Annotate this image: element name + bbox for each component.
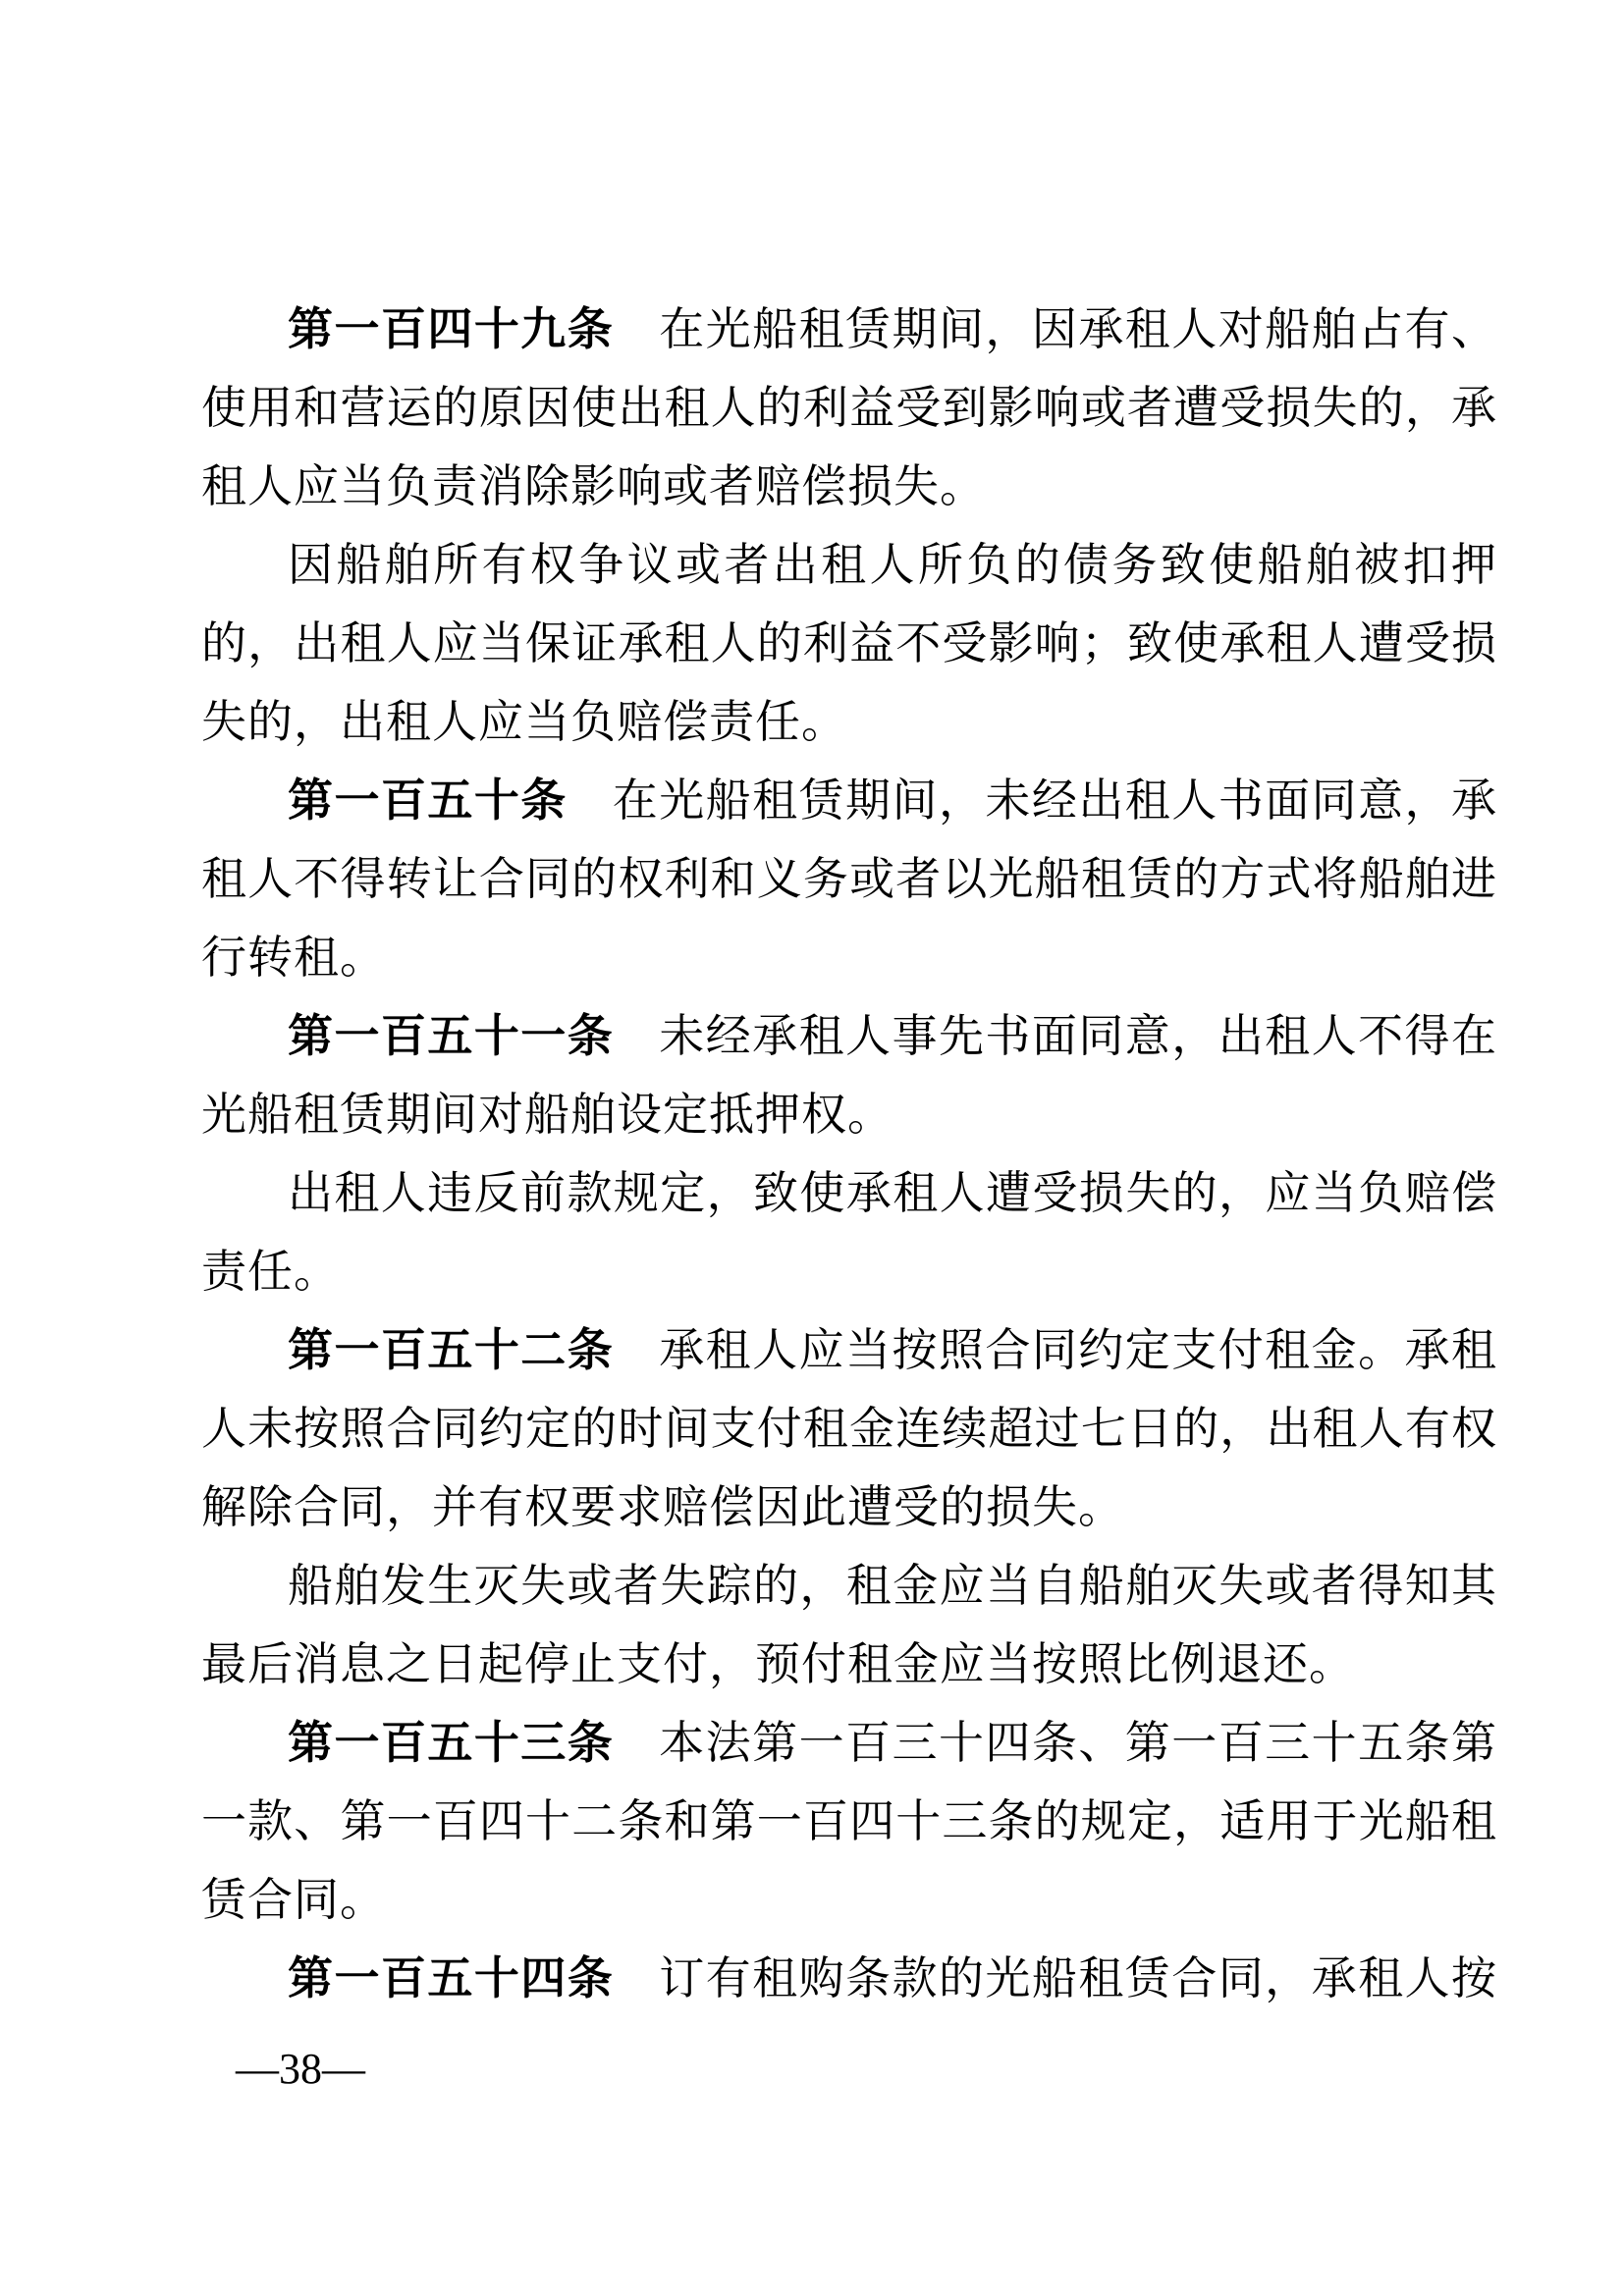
line-text: 失的，出租人应当负赔偿责任。 <box>201 697 847 747</box>
text-line-paragraph-end <box>201 1861 1497 1940</box>
text-line-paragraph-end <box>201 1626 1497 1704</box>
text-line <box>201 1783 1497 1861</box>
article-149-number: 第一百四十九条 <box>288 304 615 354</box>
line-text: 行转租。 <box>201 933 386 983</box>
line-text: 责任。 <box>201 1247 340 1297</box>
line-text: 租人不得转让合同的权利和义务或者以光船租赁的方式将船舶进 <box>201 854 1497 904</box>
text-line-article-152-start <box>201 1311 1497 1390</box>
text-line-paragraph-end <box>201 683 1497 762</box>
text-line-paragraph-end <box>201 1468 1497 1547</box>
text-line-article-154-start <box>201 1940 1497 2018</box>
line-text: 一款、第一百四十二条和第一百四十三条的规定，适用于光船租 <box>201 1796 1497 1846</box>
line-text: 赁合同。 <box>201 1875 386 1925</box>
line-text: 使用和营运的原因使出租人的利益受到影响或者遭受损失的，承 <box>201 383 1497 433</box>
line-text: 出租人违反前款规定，致使承租人遭受损失的，应当负赔偿 <box>288 1168 1497 1218</box>
article-152-number: 第一百五十二条 <box>288 1325 615 1375</box>
text-line <box>201 605 1497 683</box>
text-line-article-153-start <box>201 1704 1497 1783</box>
article-153-number: 第一百五十三条 <box>288 1718 615 1768</box>
text-line-paragraph-start <box>201 526 1497 605</box>
text-line <box>201 369 1497 448</box>
line-text: 租人应当负责消除影响或者赔偿损失。 <box>201 461 986 511</box>
line-text: 最后消息之日起停止支付，预付租金应当按照比例退还。 <box>201 1639 1355 1689</box>
line-text: 解除合同，并有权要求赔偿因此遭受的损失。 <box>201 1482 1124 1532</box>
text-line-paragraph-end <box>201 919 1497 997</box>
line-text: 的，出租人应当保证承租人的利益不受影响；致使承租人遭受损 <box>201 618 1497 668</box>
text-line <box>201 1390 1497 1468</box>
text-line-paragraph-start <box>201 1547 1497 1626</box>
text-line-article-151-start <box>201 997 1497 1076</box>
line-text: 船舶发生灭失或者失踪的，租金应当自船舶灭失或者得知其 <box>288 1561 1497 1611</box>
text-line-article-150-start <box>201 762 1497 840</box>
line-text: 在光船租赁期间，未经出租人书面同意，承 <box>612 775 1497 826</box>
article-151-number: 第一百五十一条 <box>288 1011 615 1061</box>
line-text: 因船舶所有权争议或者出租人所负的债务致使船舶被扣押 <box>288 540 1497 590</box>
line-text: 订有租购条款的光船租赁合同，承租人按 <box>659 1953 1498 2003</box>
text-line-paragraph-end <box>201 1233 1497 1311</box>
text-line-paragraph-start <box>201 1154 1497 1233</box>
text-line <box>201 840 1497 919</box>
line-text: 承租人应当按照合同约定支付租金。承租 <box>659 1325 1498 1375</box>
text-line-article-149-start <box>201 291 1497 369</box>
line-text: 未经承租人事先书面同意，出租人不得在 <box>659 1011 1498 1061</box>
text-line-paragraph-end <box>201 1076 1497 1154</box>
text-line-paragraph-end <box>201 448 1497 526</box>
line-text: 本法第一百三十四条、第一百三十五条第 <box>659 1718 1498 1768</box>
page-number: —38— <box>236 2045 365 2093</box>
line-text: 人未按照合同约定的时间支付租金连续超过七日的，出租人有权 <box>201 1404 1497 1454</box>
article-150-number: 第一百五十条 <box>288 775 568 826</box>
line-text: 在光船租赁期间，因承租人对船舶占有、 <box>659 304 1498 354</box>
article-154-number: 第一百五十四条 <box>288 1953 615 2003</box>
article-text-block <box>201 291 1497 2018</box>
line-text: 光船租赁期间对船舶设定抵押权。 <box>201 1090 893 1140</box>
